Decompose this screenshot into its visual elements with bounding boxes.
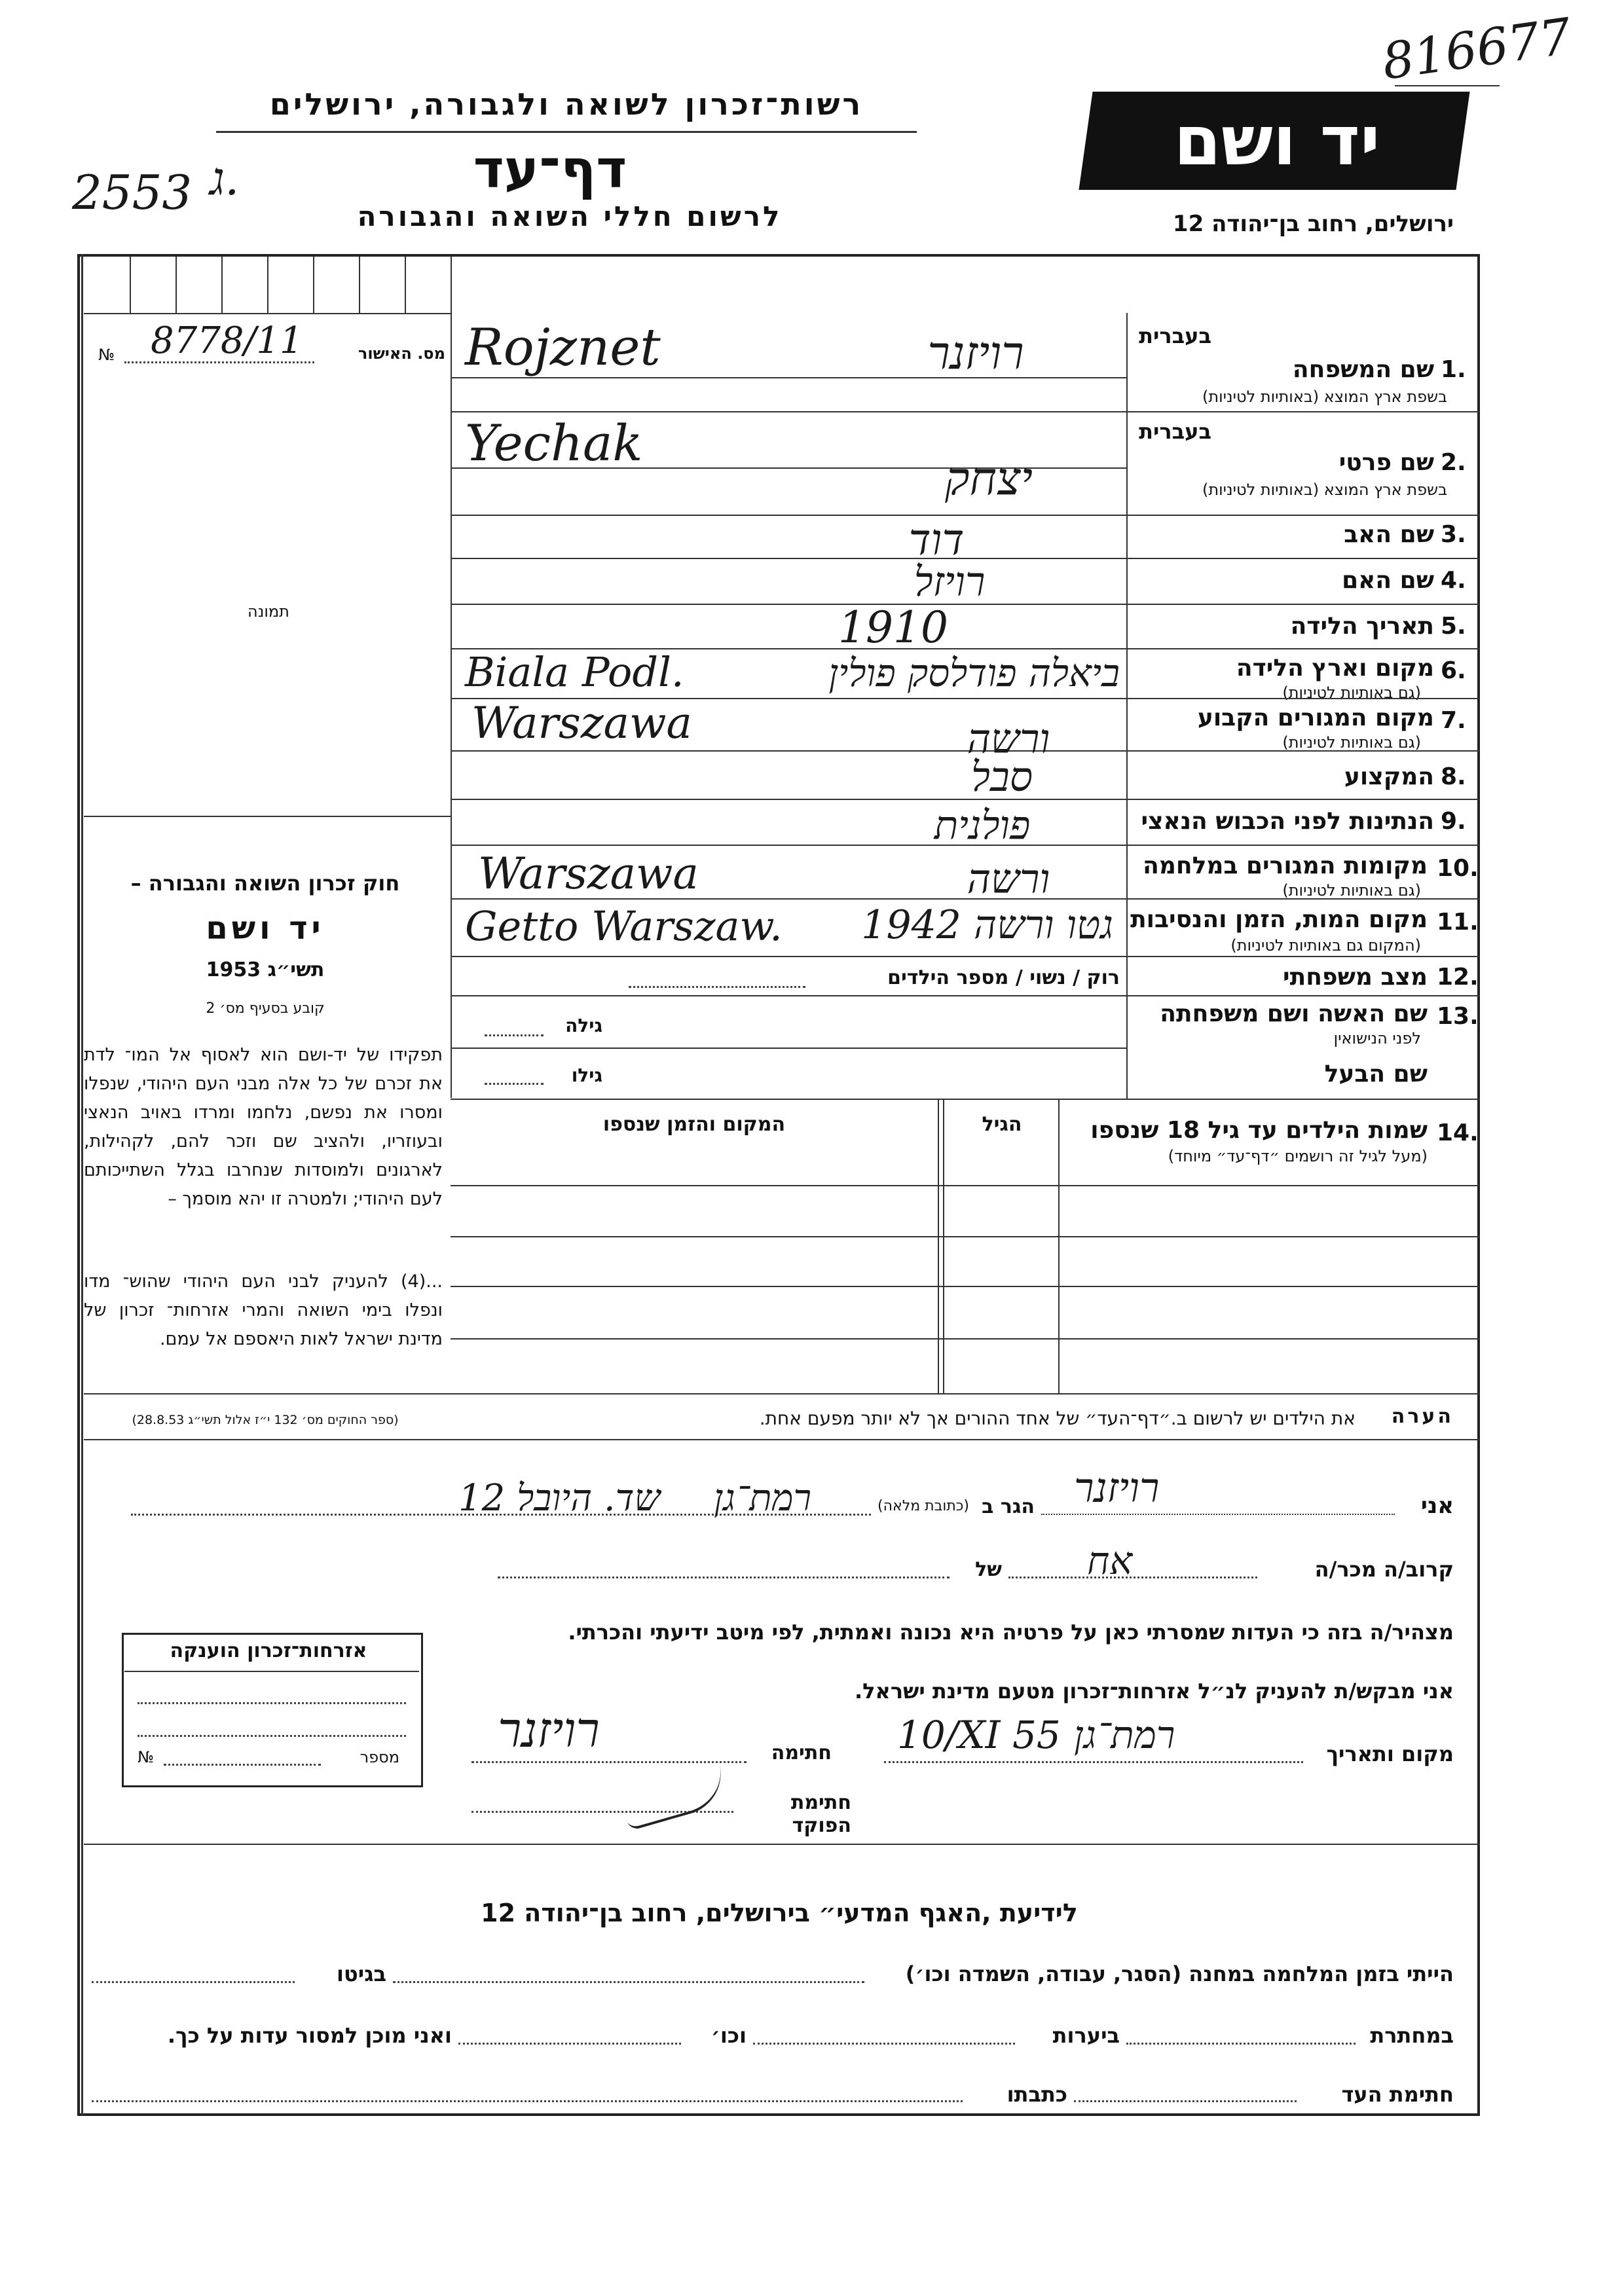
field-14-num: 14. (1437, 1120, 1479, 1146)
children-place-header: המקום והזמן שנספו (602, 1113, 786, 1136)
law-text-1: תפקידו של יד-ושם הוא לאסוף אל המו־ לדת את זכרם של כל אלה מבני העם היהודי, שנפלו ומסרו את נפשם, נלחמו ומרדו באויב הנאצי ובעוזריו, ולהציב שם וזכר להם, לקהילות, לארגונים ולמוסדות שנחרבו בגלל השתייכותם לעם היהודי; ולמטרה זו יהא מוסמך – (84, 1045, 443, 1209)
declarant-address: רמת־גן (714, 1477, 812, 1520)
declarant-i-label: אני (1420, 1493, 1454, 1519)
death-place-latin: Getto Warszaw. (465, 902, 783, 950)
hand-archive-number: 816677 (1378, 7, 1575, 91)
date-value: 10/XI 55 (897, 1713, 1061, 1757)
field-11-label: מקום המות, הזמן והנסיבות (1130, 906, 1428, 933)
field-7-sub: (גם באותיות לטיניות) (1282, 733, 1421, 752)
field-1-sub: בשפת ארץ המוצא (באותיות לטיניות) (1202, 388, 1447, 406)
field-13-sub: לפני הנישואין (1333, 1029, 1421, 1048)
bottom-title: לידיעת ,האגף המדעי״ בירושלים, רחוב בן־יהודה 12 (481, 1899, 1078, 1927)
field-13-num: 13. (1437, 1003, 1479, 1030)
law-text-2: ...(4) להעניק לבני העם היהודי שהוש־ מדו ונפלו בימי השואה והמרי אזרחות־ זכרון של מדינת ישראל לאות היאספם אל עמם. (84, 1271, 443, 1349)
camp-line-a: הייתי בזמן המלחמה במחנה (הסגר, עבודה, השמדה וכו׳) (905, 1961, 1454, 1986)
field-8-num: 8. (1441, 763, 1466, 790)
field-14-sub: (מעל לגיל זה רושמים ״דף־עד״ מיוחד) (1168, 1147, 1428, 1165)
relation-value: אח (1087, 1539, 1133, 1583)
forests-label: ביערות (1052, 2023, 1120, 2048)
declarant-address-street: שד. היובל 12 (458, 1477, 661, 1520)
place-date-label: מקום ותאריך (1326, 1741, 1454, 1766)
law-year: תשי״ג 1953 (206, 958, 325, 981)
field-10-label: מקומות המגורים במלחמה (1143, 852, 1428, 879)
approval-number: 8778/11 (151, 319, 303, 362)
wartime-residence-latin: Warszawa (478, 848, 699, 899)
mother-name: רויזל (913, 558, 986, 606)
field-13-age-label: גילה (565, 1015, 602, 1036)
law-title: חוק זכרון השואה והגבורה – (130, 871, 400, 896)
etc-label: וכו׳ (710, 2023, 747, 2048)
field-6-num: 6. (1441, 657, 1466, 684)
logo-text: יד ושם (1173, 101, 1380, 181)
field-12-num: 12. (1437, 964, 1479, 991)
firstname-hebrew: יצחק (945, 452, 1033, 505)
form-subtitle: לרשום חללי השואה והגבורה (357, 200, 783, 232)
field-6-sub: (גם באותיות לטיניות) (1282, 683, 1421, 702)
officer-signature-label: חתימת הפוקד (790, 1791, 851, 1837)
field-10-num: 10. (1437, 855, 1479, 882)
note-text: את הילדים יש לרשום ב.״דף־העד״ של אחד ההורים אך לא יותר מפעם אחת. (759, 1408, 1356, 1429)
citizenship-no-label: מספר (360, 1748, 399, 1766)
field-5-label: תאריך הלידה (1290, 613, 1434, 640)
field-13-label: שם האשה ושם משפחתה (1160, 1000, 1428, 1027)
field-3-num: 3. (1441, 521, 1466, 548)
field-12-label: מצב משפחתי (1283, 964, 1428, 991)
field-2-sub: בשפת ארץ המוצא (באותיות לטיניות) (1202, 481, 1447, 499)
residence-latin: Warszawa (471, 698, 692, 748)
field-1-label: שם המשפחה (1292, 356, 1434, 383)
note-label: הערה (1391, 1405, 1454, 1428)
firstname-latin: Yechak (465, 414, 643, 472)
birthplace-hebrew: ביאלה פודלסק פולין (828, 651, 1120, 695)
org-name: רשות־זכרון לשואה ולגבורה, ירושלים (269, 86, 864, 122)
hand-ref-number: 2553 (72, 165, 193, 220)
field-1-tag: בעברית (1139, 323, 1211, 348)
photo-label: תמונה (248, 602, 289, 621)
nationality-value: פולנית (934, 803, 1031, 848)
father-name: דוד (908, 515, 965, 565)
witness-signature-label: חתימת העד (1341, 2082, 1454, 2107)
field-3-label: שם האב (1344, 521, 1434, 548)
relative-label: קרוב/ה מכר/ה (1314, 1557, 1454, 1582)
children-age-header: הגיל (982, 1113, 1022, 1136)
law-reference: (ספר החוקים מס׳ 132 י״ז אלול תשי״ג 28.8.53) (132, 1413, 399, 1427)
husband-age-label: גילו (571, 1065, 602, 1086)
form-title: דף־עד (473, 139, 627, 200)
approval-no-sign: № (98, 346, 115, 364)
address: ירושלים, רחוב בן־יהודה 12 (1172, 211, 1454, 237)
address-note: (כתובת מלאה) (877, 1498, 969, 1514)
place-value: רמת־גן (1074, 1713, 1175, 1757)
field-9-label: הנתינות לפני הכבוש הנאצי (1141, 808, 1434, 835)
signature-value: רויזנר (498, 1702, 600, 1758)
field-2-num: 2. (1441, 449, 1466, 476)
husband-label: שם הבעל (1324, 1061, 1428, 1087)
field-11-sub: (המקום גם באותיות לטיניות) (1230, 936, 1421, 955)
field-6-label: מקום וארץ הלידה (1236, 655, 1434, 682)
citizenship-box-title: אזרחות־זכרון הוענקה (170, 1639, 367, 1662)
of-label: של (975, 1558, 1002, 1581)
surname-latin: Rojznet (465, 318, 661, 377)
field-9-num: 9. (1441, 808, 1466, 835)
birthplace-latin: Biala Podl. (465, 648, 684, 696)
wartime-residence-hebrew: ורשה (967, 855, 1050, 903)
witness-address-label: כתבתו (1006, 2082, 1067, 2107)
declarant-lives-label: הגר ב (982, 1495, 1035, 1518)
death-place-hebrew: גטו ורשה 1942 (861, 902, 1113, 948)
profession-value: סבל (970, 753, 1033, 801)
field-2-tag: בעברית (1139, 419, 1211, 444)
birth-date: 1910 (838, 602, 948, 653)
field-4-label: שם האם (1342, 567, 1434, 594)
request-text: אני מבקש/ת להעניק לנ״ל אזרחות־זכרון מטעם מדינת ישראל. (855, 1679, 1454, 1704)
residence-hebrew: ורשה (967, 715, 1050, 763)
surname-hebrew: רויזנר (927, 326, 1024, 380)
declaration-text: מצהיר/ה בזה כי העדות שמסרתי כאן על פרטיה היא נכונה ואמתית, לפי מיטב ידיעתי והכרתי. (568, 1620, 1454, 1645)
field-5-num: 5. (1441, 613, 1466, 640)
field-4-num: 4. (1441, 567, 1466, 594)
law-name: יד ושם (206, 910, 325, 947)
signature-label: חתימה (771, 1741, 832, 1764)
testimony-text: ואני מוכן למסור עדות על כך. (167, 2023, 452, 2048)
field-14-label: שמות הילדים עד גיל 18 שנספו (1090, 1117, 1428, 1144)
field-11-num: 11. (1437, 909, 1479, 936)
field-2-label: שם פרטי (1338, 449, 1434, 476)
field-7-label: מקום המגורים הקבוע (1197, 704, 1434, 731)
underground-label: במחתרת (1370, 2023, 1454, 2048)
approval-label: מס. האישור (358, 344, 445, 363)
law-clause: קובע בסעיף מס׳ 2 (206, 1000, 325, 1017)
citizenship-no-sign: № (138, 1748, 154, 1766)
declarant-name: רויזנר (1074, 1464, 1160, 1512)
field-8-label: המקצוע (1344, 763, 1434, 790)
field-1-num: 1. (1441, 356, 1466, 383)
ghetto-label: בגיטו (337, 1961, 386, 1986)
field-7-num: 7. (1441, 707, 1466, 734)
field-12-options: רוק / נשוי / מספר הילדים (887, 966, 1120, 989)
field-10-sub: (גם באותיות לטיניות) (1282, 881, 1421, 900)
hand-mark: ג. (210, 152, 240, 206)
